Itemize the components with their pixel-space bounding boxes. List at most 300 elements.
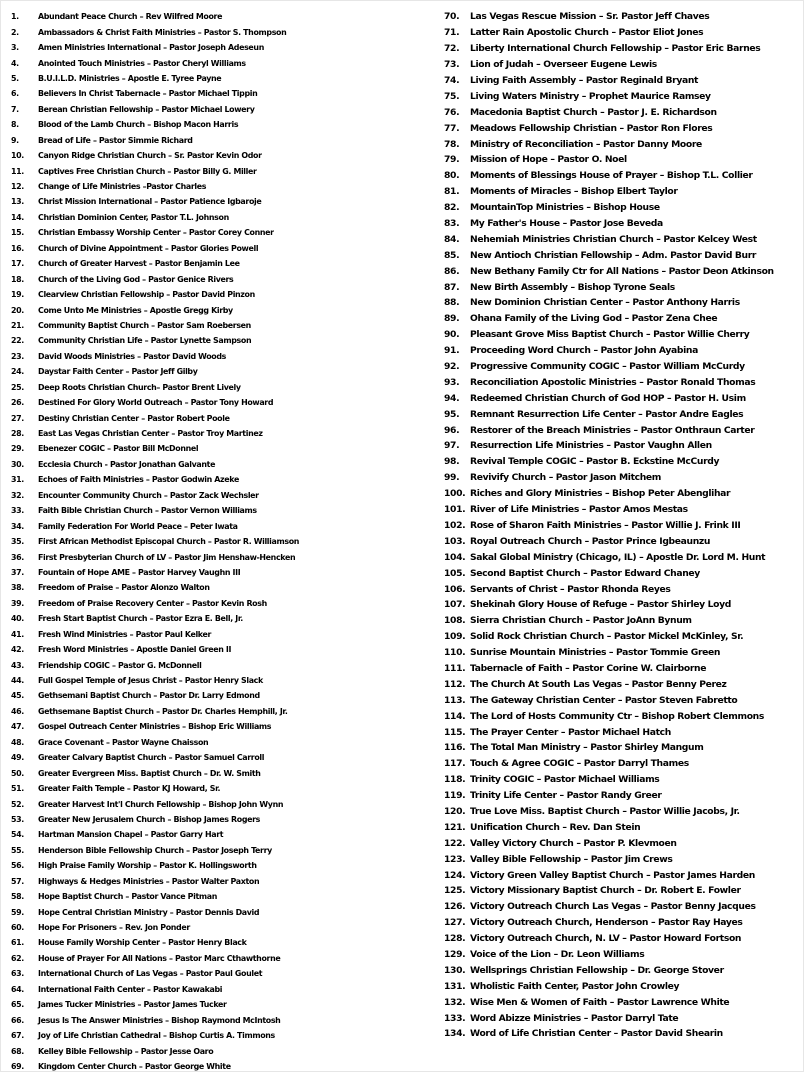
list-item-number: 134.: [444, 1028, 466, 1040]
list-item: [11, 395, 421, 410]
list-item-number: 72.: [444, 43, 460, 55]
list-item-number: 127.: [444, 917, 466, 929]
list-item-number: 63.: [11, 969, 24, 979]
list-item-text: Trinity Life Center – Pastor Randy Greer: [470, 790, 662, 802]
list-item-number: 80.: [444, 170, 460, 182]
list-item-number: 48.: [11, 737, 24, 747]
list-item-number: 18.: [11, 274, 24, 284]
list-item: [444, 597, 800, 613]
list-item-number: 95.: [444, 408, 460, 420]
list-item: [11, 874, 421, 889]
list-item: [11, 765, 421, 780]
list-item-text: Amen Ministries International – Pastor Joseph Adeseun: [38, 43, 264, 53]
list-item-text: The Total Man Ministry – Pastor Shirley Mangum: [470, 742, 704, 754]
list-item-number: 118.: [444, 774, 466, 786]
list-item: [11, 596, 421, 611]
list-item-number: 45.: [11, 691, 24, 701]
list-item-text: Hope Central Christian Ministry – Pastor Dennis David: [38, 907, 260, 917]
list-item-number: 71.: [444, 27, 460, 39]
list-item-text: Living Waters Ministry – Prophet Maurice Ramsey: [470, 90, 711, 102]
list-item-text: House of Prayer For All Nations – Pastor Marc Cthawthorne: [38, 953, 281, 963]
list-item-text: Destiny Christian Center – Pastor Robert Poole: [38, 413, 230, 423]
list-item-number: 84.: [444, 233, 460, 245]
list-item-number: 79.: [444, 154, 460, 166]
list-item: [444, 359, 800, 375]
list-item: [11, 565, 421, 580]
list-item: [11, 179, 421, 194]
list-item: [444, 502, 800, 518]
list-item-text: Royal Outreach Church – Pastor Prince Igbeaunzu: [470, 535, 711, 547]
list-item-text: Victory Outreach Church, N. LV – Pastor Howard Fortson: [470, 933, 742, 945]
list-item: [11, 426, 421, 441]
list-item-number: 41.: [11, 629, 24, 639]
list-item: [11, 904, 421, 919]
list-item-text: Captives Free Christian Church – Pastor Billy G. Miller: [38, 166, 257, 176]
list-item: [11, 364, 421, 379]
list-item: [11, 318, 421, 333]
list-item-text: Bread of Life – Pastor Simmie Richard: [38, 135, 193, 145]
list-item: [444, 518, 800, 534]
list-item-number: 60.: [11, 923, 24, 933]
list-item-text: Remnant Resurrection Life Center – Pastor Andre Eagles: [470, 408, 744, 420]
list-item-number: 43.: [11, 660, 24, 670]
list-item: [11, 410, 421, 425]
list-item-text: Macedonia Baptist Church – Pastor J. E. Richardson: [470, 106, 717, 118]
list-item-number: 25.: [11, 382, 24, 392]
list-item: [11, 534, 421, 549]
list-item-number: 98.: [444, 456, 460, 468]
list-item-text: The Lord of Hosts Community Ctr – Bishop Robert Clemmons: [470, 710, 764, 722]
list-item-text: Wellsprings Christian Fellowship – Dr. George Stover: [470, 964, 724, 976]
list-item-number: 10.: [11, 151, 24, 161]
list-item-text: Proceeding Word Church – Pastor John Ayabina: [470, 345, 698, 357]
list-item-text: Anointed Touch Ministries – Pastor Cheryl Williams: [38, 58, 246, 68]
list-item-text: Community Baptist Church – Pastor Sam Roebersen: [38, 320, 251, 330]
list-item: [11, 611, 421, 626]
list-item-text: Encounter Community Church – Pastor Zack Wechsler: [38, 490, 259, 500]
list-item-text: Church of Divine Appointment – Pastor Glories Powell: [38, 243, 259, 253]
list-item-text: Victory Outreach Church Las Vegas – Pastor Benny Jacques: [470, 901, 756, 913]
list-item: [11, 380, 421, 395]
list-item-text: Destined For Glory World Outreach – Pastor Tony Howard: [38, 398, 274, 408]
list-item-number: 32.: [11, 490, 24, 500]
list-item: [11, 966, 421, 981]
list-item-number: 99.: [444, 472, 460, 484]
list-item-text: Las Vegas Rescue Mission – Sr. Pastor Jeff Chaves: [470, 11, 710, 23]
list-item: [11, 827, 421, 842]
list-item-text: New Birth Assembly – Bishop Tyrone Seals: [470, 281, 675, 293]
list-item-number: 69.: [11, 1061, 24, 1071]
list-item-text: Joy of Life Christian Cathedral – Bishop Curtis A. Timmons: [38, 1031, 275, 1041]
list-item-number: 115.: [444, 726, 466, 738]
list-item-text: Shekinah Glory House of Refuge – Pastor Shirley Loyd: [470, 599, 731, 611]
list-item-text: New Dominion Christian Center – Pastor Anthony Harris: [470, 297, 740, 309]
list-item-number: 58.: [11, 892, 24, 902]
list-item: [444, 629, 800, 645]
list-item-number: 120.: [444, 805, 466, 817]
list-item: [11, 133, 421, 148]
list-item-number: 102.: [444, 519, 466, 531]
list-item-text: Christ Mission International – Pastor Patience Igbaroje: [38, 197, 262, 207]
list-item-number: 35.: [11, 537, 24, 547]
list-item: [444, 200, 800, 216]
list-item-number: 124.: [444, 869, 466, 881]
list-item: [444, 915, 800, 931]
list-item: [444, 867, 800, 883]
list-item-number: 46.: [11, 706, 24, 716]
list-item-text: Progressive Community COGIC – Pastor William McCurdy: [470, 361, 745, 373]
list-item: [11, 333, 421, 348]
list-item-text: Wholistic Faith Center, Pastor John Crowley: [470, 980, 680, 992]
list-item: [11, 657, 421, 672]
list-item: [11, 472, 421, 487]
list-item: [11, 210, 421, 225]
list-item: [444, 899, 800, 915]
list-item-text: Jesus Is The Answer Ministries – Bishop Raymond McIntosh: [38, 1015, 281, 1025]
list-item-number: 75.: [444, 90, 460, 102]
list-item-text: Mission of Hope – Pastor O. Noel: [470, 154, 627, 166]
list-item: [11, 302, 421, 317]
list-item: [444, 565, 800, 581]
list-item-number: 34.: [11, 521, 24, 531]
list-item-number: 91.: [444, 345, 460, 357]
list-item-text: Reconciliation Apostolic Ministries – Pastor Ronald Thomas: [470, 376, 756, 388]
list-item: [11, 1043, 421, 1058]
list-item: [444, 88, 800, 104]
list-item-text: Sunrise Mountain Ministries – Pastor Tommie Green: [470, 647, 721, 659]
list-item: [444, 819, 800, 835]
list-item-number: 97.: [444, 440, 460, 452]
list-item-number: 93.: [444, 376, 460, 388]
list-item-number: 131.: [444, 980, 466, 992]
list-item-text: Sierra Christian Church – Pastor JoAnn Bynum: [470, 615, 692, 627]
list-item-text: B.U.I.L.D. Ministries – Apostle E. Tyree Payne: [38, 73, 222, 83]
list-item-number: 100.: [444, 488, 466, 500]
list-item-number: 29.: [11, 444, 24, 454]
list-item-number: 106.: [444, 583, 466, 595]
list-item: [444, 406, 800, 422]
list-item: [11, 951, 421, 966]
list-item-text: Grace Covenant – Pastor Wayne Chaisson: [38, 737, 209, 747]
list-item-number: 87.: [444, 281, 460, 293]
list-item-number: 15.: [11, 228, 24, 238]
list-item: [11, 71, 421, 86]
list-item-number: 89.: [444, 313, 460, 325]
list-item-text: Berean Christian Fellowship – Pastor Michael Lowery: [38, 104, 255, 114]
list-item-number: 49.: [11, 753, 24, 763]
list-item: [444, 978, 800, 994]
list-item: [11, 920, 421, 935]
list-item-text: Victory Outreach Church, Henderson – Pastor Ray Hayes: [470, 917, 743, 929]
list-item-text: Greater New Jerusalem Church – Bishop James Rogers: [38, 814, 261, 824]
list-item-text: Hartman Mansion Chapel – Pastor Garry Hart: [38, 830, 224, 840]
list-item-text: Greater Evergreen Miss. Baptist Church – Dr. W. Smith: [38, 768, 261, 778]
list-item-number: 5.: [11, 73, 19, 83]
list-item-text: First African Methodist Episcopal Church – Pastor R. Williamson: [38, 537, 300, 547]
list-item-number: 19.: [11, 290, 24, 300]
list-item: [11, 349, 421, 364]
list-item: [444, 454, 800, 470]
list-item: [444, 661, 800, 677]
list-item-text: Friendship COGIC – Pastor G. McDonnell: [38, 660, 202, 670]
list-item-text: Living Faith Assembly – Pastor Reginald Bryant: [470, 75, 699, 86]
list-item-text: Blood of the Lamb Church – Bishop Macon Harris: [38, 120, 239, 130]
list-item-text: The Prayer Center – Pastor Michael Hatch: [470, 726, 671, 738]
list-item-number: 52.: [11, 799, 24, 809]
list-item-number: 111.: [444, 662, 466, 674]
list-item-number: 2.: [11, 27, 19, 37]
list-item-text: My Father's House – Pastor Jose Beveda: [470, 218, 663, 230]
church-list-left-column: [11, 9, 421, 1074]
list-item-number: 121.: [444, 821, 466, 833]
list-item: [11, 117, 421, 132]
list-item-text: Canyon Ridge Christian Church – Sr. Pastor Kevin Odor: [38, 151, 262, 161]
list-item: [11, 549, 421, 564]
list-item: [11, 889, 421, 904]
list-item-text: Church of Greater Harvest – Pastor Benjamin Lee: [38, 259, 240, 269]
list-item-text: Hope For Prisoners – Rev. Jon Ponder: [38, 923, 190, 933]
list-item-text: Christian Dominion Center, Pastor T.L. Johnson: [38, 212, 229, 222]
list-item-text: Redeemed Christian Church of God HOP – Pastor H. Usim: [470, 392, 746, 404]
list-item: [11, 24, 421, 39]
list-item-number: 88.: [444, 297, 460, 309]
list-item-text: Nehemiah Ministries Christian Church – Pastor Kelcey West: [470, 233, 757, 245]
list-item-number: 9.: [11, 135, 19, 145]
list-item: [444, 772, 800, 788]
list-item: [11, 55, 421, 70]
list-item: [444, 152, 800, 168]
list-item-text: Word Abizze Ministries – Pastor Darryl Tate: [470, 1012, 679, 1024]
list-item: [11, 935, 421, 950]
list-item-text: Christian Embassy Worship Center – Pastor Corey Conner: [38, 228, 274, 238]
list-item: [444, 835, 800, 851]
church-list-right-column: [444, 9, 800, 1042]
list-item: [11, 271, 421, 286]
list-item-number: 57.: [11, 876, 24, 886]
list-item-text: Clearview Christian Fellowship – Pastor David Pinzon: [38, 290, 255, 300]
list-item-number: 74.: [444, 75, 460, 86]
list-item-text: Word of Life Christian Center – Pastor David Shearin: [470, 1028, 723, 1040]
list-item-number: 68.: [11, 1046, 24, 1056]
list-item-text: Ebenezer COGIC – Pastor Bill McDonnel: [38, 444, 199, 454]
list-item-text: River of Life Ministries – Pastor Amos Mestas: [470, 504, 688, 516]
list-item-text: Freedom of Praise – Pastor Alonzo Walton: [38, 583, 210, 593]
list-item-number: 104.: [444, 551, 466, 563]
list-item-text: Rose of Sharon Faith Ministries – Pastor Willie J. Frink III: [470, 519, 741, 531]
list-item-number: 6.: [11, 89, 19, 99]
list-item: [444, 422, 800, 438]
list-item-text: Hope Baptist Church – Pastor Vance Pitman: [38, 892, 217, 902]
list-item-number: 28.: [11, 429, 24, 439]
list-item: [444, 136, 800, 152]
list-item-text: Moments of Blessings House of Prayer – Bishop T.L. Collier: [470, 170, 753, 182]
list-item-text: Kelley Bible Fellowship – Pastor Jesse Oaro: [38, 1046, 214, 1056]
list-item-text: Kingdom Center Church – Pastor George White: [38, 1061, 231, 1071]
list-item: [444, 533, 800, 549]
list-item: [444, 549, 800, 565]
list-item: [444, 645, 800, 661]
list-item-number: 82.: [444, 202, 460, 214]
list-item: [444, 851, 800, 867]
list-item-number: 55.: [11, 845, 24, 855]
list-item-number: 33.: [11, 506, 24, 516]
list-item-number: 11.: [11, 166, 24, 176]
list-item-number: 85.: [444, 249, 460, 261]
list-item-number: 50.: [11, 768, 24, 778]
list-item-number: 24.: [11, 367, 24, 377]
list-item-text: Fresh Start Baptist Church – Pastor Ezra E. Bell, Jr.: [38, 614, 243, 624]
list-item-number: 12.: [11, 182, 24, 192]
list-item: [11, 1012, 421, 1027]
list-item-text: International Faith Center – Pastor Kawakabi: [38, 984, 223, 994]
list-item-text: James Tucker Ministries – Pastor James Tucker: [38, 1000, 227, 1010]
list-item-number: 27.: [11, 413, 24, 423]
list-item: [444, 9, 800, 25]
list-item-text: New Antioch Christian Fellowship – Adm. Pastor David Burr: [470, 249, 757, 261]
list-item-number: 73.: [444, 59, 460, 71]
list-item: [444, 263, 800, 279]
list-item: [11, 163, 421, 178]
list-item-text: East Las Vegas Christian Center – Pastor Troy Martinez: [38, 429, 263, 439]
list-item-number: 114.: [444, 710, 466, 722]
list-item-number: 65.: [11, 1000, 24, 1010]
list-item-number: 78.: [444, 138, 460, 150]
list-item: [11, 256, 421, 271]
list-item-number: 103.: [444, 535, 466, 547]
list-item: [444, 168, 800, 184]
list-item-text: Trinity COGIC – Pastor Michael Williams: [470, 774, 660, 786]
list-item-text: High Praise Family Worship – Pastor K. Hollingsworth: [38, 861, 257, 871]
list-item-text: Ministry of Reconciliation – Pastor Danny Moore: [470, 138, 702, 150]
list-item-text: Pleasant Grove Miss Baptist Church – Pastor Willie Cherry: [470, 329, 750, 341]
list-item: [444, 756, 800, 772]
list-item: [444, 104, 800, 120]
list-item: [444, 184, 800, 200]
list-item-text: The Gateway Christian Center – Pastor Steven Fabretto: [470, 694, 738, 706]
list-item-number: 4.: [11, 58, 19, 68]
list-item-number: 125.: [444, 885, 466, 897]
list-item-number: 17.: [11, 259, 24, 269]
list-item-number: 16.: [11, 243, 24, 253]
list-item-number: 44.: [11, 676, 24, 686]
list-item-number: 133.: [444, 1012, 466, 1024]
list-item-text: Wise Men & Women of Faith – Pastor Lawrence White: [470, 996, 730, 1008]
list-item: [11, 225, 421, 240]
list-item: [11, 287, 421, 302]
list-item-number: 47.: [11, 722, 24, 732]
list-item-text: Gethsemane Baptist Church – Pastor Dr. Charles Hemphill, Jr.: [38, 706, 288, 716]
list-item: [444, 279, 800, 295]
list-item: [444, 41, 800, 57]
list-item-number: 122.: [444, 837, 466, 849]
list-item-number: 7.: [11, 104, 19, 114]
list-item: [444, 486, 800, 502]
list-item-number: 22.: [11, 336, 24, 346]
list-item: [11, 858, 421, 873]
list-item: [11, 580, 421, 595]
list-item: [11, 9, 421, 24]
list-item: [444, 470, 800, 486]
list-item-number: 96.: [444, 424, 460, 436]
list-item-number: 61.: [11, 938, 24, 948]
list-item: [11, 812, 421, 827]
list-item-text: Fountain of Hope AME – Pastor Harvey Vaughn III: [38, 567, 241, 577]
list-item: [11, 241, 421, 256]
list-item-text: Servants of Christ – Pastor Rhonda Reyes: [470, 583, 671, 595]
list-item-text: Solid Rock Christian Church – Pastor Mickel McKinley, Sr.: [470, 631, 744, 643]
list-item: [444, 120, 800, 136]
list-item: [11, 86, 421, 101]
list-item: [11, 997, 421, 1012]
list-item-text: Tabernacle of Faith – Pastor Corine W. Clairborne: [470, 662, 707, 674]
list-item-text: True Love Miss. Baptist Church – Pastor Willie Jacobs, Jr.: [470, 805, 740, 817]
list-item-text: Henderson Bible Fellowship Church – Pastor Joseph Terry: [38, 845, 272, 855]
list-item: [11, 441, 421, 456]
list-item: [11, 704, 421, 719]
list-item-number: 107.: [444, 599, 466, 611]
list-item-text: Full Gospel Temple of Jesus Christ – Pastor Henry Slack: [38, 676, 263, 686]
list-item: [11, 796, 421, 811]
list-item-number: 81.: [444, 186, 460, 198]
list-item-number: 113.: [444, 694, 466, 706]
list-item-number: 77.: [444, 122, 460, 134]
list-item-number: 13.: [11, 197, 24, 207]
list-item: [11, 627, 421, 642]
list-item: [444, 788, 800, 804]
list-item-text: Community Christian Life – Pastor Lynette Sampson: [38, 336, 252, 346]
list-item: [444, 804, 800, 820]
list-item: [444, 438, 800, 454]
list-item-number: 83.: [444, 218, 460, 230]
list-item-text: Believers In Christ Tabernacle – Pastor Michael Tippin: [38, 89, 258, 99]
list-item: [11, 518, 421, 533]
list-item-number: 37.: [11, 567, 24, 577]
list-item-number: 116.: [444, 742, 466, 754]
list-item-number: 123.: [444, 853, 466, 865]
list-item-number: 126.: [444, 901, 466, 913]
list-item-text: Liberty International Church Fellowship – Pastor Eric Barnes: [470, 43, 761, 55]
list-item-number: 40.: [11, 614, 24, 624]
list-item: [444, 692, 800, 708]
list-item-number: 128.: [444, 933, 466, 945]
list-item-number: 86.: [444, 265, 460, 277]
list-item-number: 23.: [11, 351, 24, 361]
list-item-text: Second Baptist Church – Pastor Edward Chaney: [470, 567, 700, 579]
list-item: [11, 40, 421, 55]
list-item: [444, 390, 800, 406]
list-item-text: Greater Calvary Baptist Church – Pastor Samuel Carroll: [38, 753, 265, 763]
list-item-text: Touch & Agree COGIC – Pastor Darryl Thames: [470, 758, 689, 770]
list-item-text: Resurrection Life Ministries – Pastor Vaughn Allen: [470, 440, 712, 452]
list-item-number: 30.: [11, 459, 24, 469]
list-item: [444, 25, 800, 41]
list-item-text: Family Federation For World Peace – Peter Iwata: [38, 521, 238, 531]
list-item-number: 110.: [444, 647, 466, 659]
list-item: [444, 231, 800, 247]
list-item: [444, 1010, 800, 1026]
list-item-number: 119.: [444, 790, 466, 802]
list-item-number: 76.: [444, 106, 460, 118]
list-item-text: Echoes of Faith Ministries – Pastor Godwin Azeke: [38, 475, 239, 485]
list-item-text: Unification Church – Rev. Dan Stein: [470, 821, 641, 833]
list-item-text: Sakal Global Ministry (Chicago, IL) – Apostle Dr. Lord M. Hunt: [470, 551, 766, 563]
list-item-text: Change of Life Ministries –Pastor Charles: [38, 182, 207, 192]
list-item: [11, 750, 421, 765]
list-item: [11, 781, 421, 796]
list-item: [444, 343, 800, 359]
list-item-text: Ambassadors & Christ Faith Ministries – Pastor S. Thompson: [38, 27, 287, 37]
list-item-number: 3.: [11, 43, 19, 53]
